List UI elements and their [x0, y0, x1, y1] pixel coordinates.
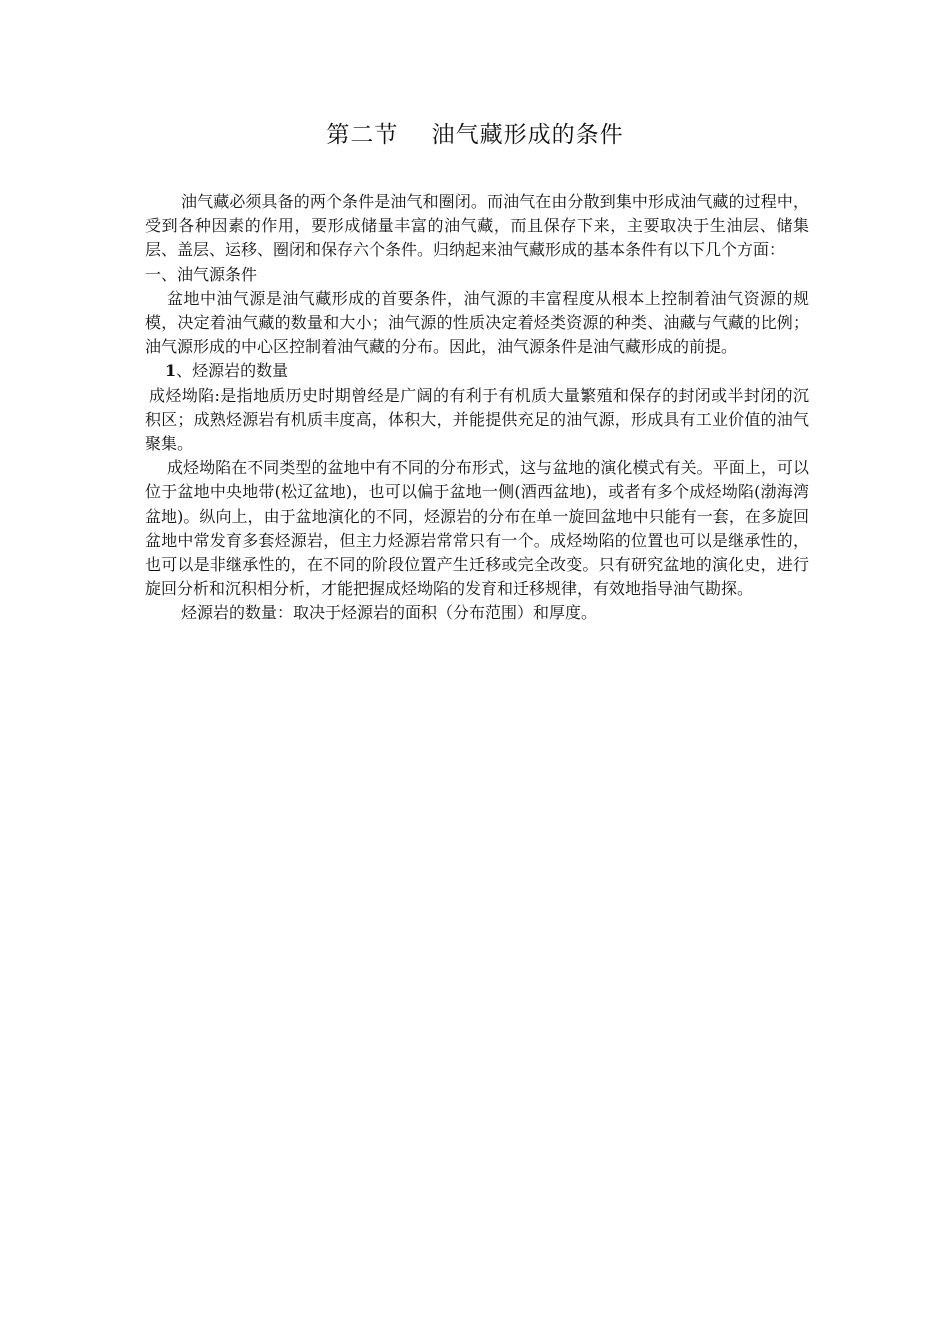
definition-paragraph: 成烃坳陷:是指地质历史时期曾经是广阔的有利于有机质大量繁殖和保存的封闭或半封闭的沉积区；成熟烃源岩有机质丰度高，体积大，并能提供充足的油气源，形成具有工业价值的油气聚集。: [145, 385, 809, 454]
section-heading-oil-gas-source: 一、油气源条件: [145, 264, 258, 284]
section-body-paragraph: 盆地中油气源是油气藏形成的首要条件，油气源的丰富程度从根本上控制着油气资源的规模，决定着油气藏的数量和大小；油气源的性质决定着烃类资源的种类、油藏与气藏的比例；油气源形成的中心区控制着油气藏的分布。因此，油气源条件是油气藏形成的前提。: [145, 288, 809, 357]
intro-paragraph: 油气藏必须具备的两个条件是油气和圈闭。而油气在由分散到集中形成油气藏的过程中，受到各种因素的作用，要形成储量丰富的油气藏，而且保存下来，主要取决于生油层、储集层、盖层、运移、圈闭和保存六个条件。归纳起来油气藏形成的基本条件有以下几个方面：: [145, 192, 809, 260]
subsection-number: 1: [165, 361, 177, 381]
quantity-paragraph: 烃源岩的数量：取决于烃源岩的面积（分布范围）和厚度。: [181, 603, 598, 623]
subsection-heading-text: 、烃源岩的数量: [176, 361, 289, 381]
distribution-paragraph: 成烃坳陷在不同类型的盆地中有不同的分布形式，这与盆地的演化模式有关。平面上，可以位于盆地中央地带(松辽盆地)，也可以偏于盆地一侧(酒西盆地)，或者有多个成烃坳陷(渤海湾盆地)。纵向上，由于盆地演化的不同，烃源岩的分布在单一旋回盆地中只能有一套，在多旋回盆地中常发育多套烃源岩，但主力烃源岩常常只有一个。成烃坳陷的位置也可以是继承性的，也可以是非继承性的，在不同的阶段位置产生迁移或完全改变。只有研究盆地的演化史，进行旋回分析和沉积相分析，才能把握成烃坳陷的发育和迁移规律，有效地指导油气勘探。: [145, 458, 809, 599]
document-body: [145, 190, 809, 626]
subsection-heading: [145, 359, 809, 383]
page-title: 第二节 油气藏形成的条件: [326, 122, 624, 148]
